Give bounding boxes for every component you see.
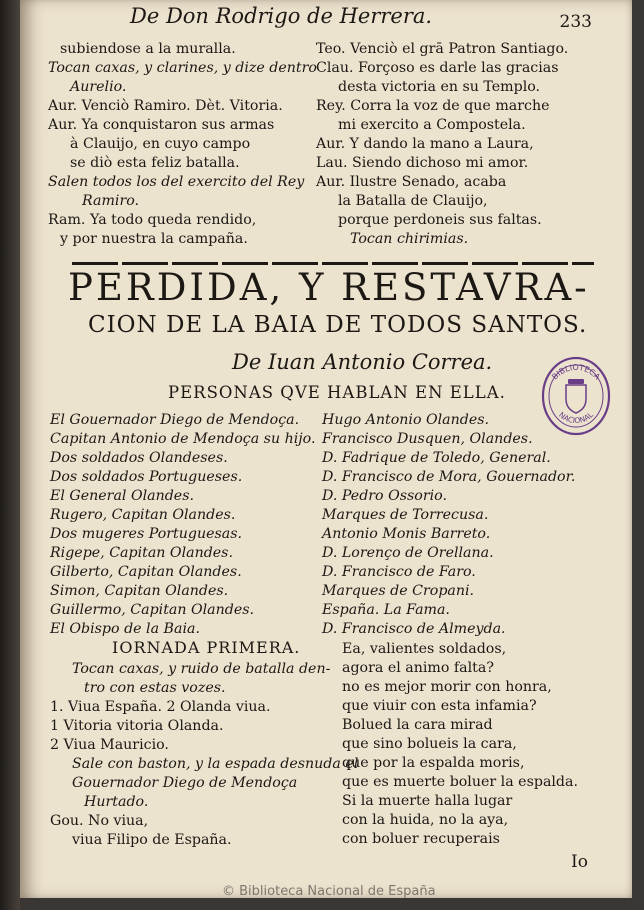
bottom-right-column [342,640,612,849]
top-right-column [316,40,606,249]
verse-line: que viuir con esta infamia? [342,698,537,714]
signature-mark: Io [571,852,588,872]
verse-line: Aur. Venciò Ramiro. Dèt. Vitoria. [48,98,283,114]
persona-entry: Marques de Torrecusa. [322,507,489,523]
persona-entry: D. Pedro Ossorio. [322,488,447,504]
persona-entry: Hugo Antonio Olandes. [322,412,490,428]
persona-entry: El Gouernador Diego de Mendoça. [50,412,300,428]
bottom-left-column [50,660,359,850]
verse-line: à Clauijo, en cuyo campo [70,136,251,152]
personas-left-list [50,411,340,639]
verse-line: Tocan caxas, y ruido de batalla den- [72,661,331,677]
verse-line: no es mejor morir con honra, [342,679,552,695]
play-title: PERDIDA, Y RESTAVRA- [68,266,590,309]
persona-entry: Capitan Antonio de Mendoça su hijo. [50,431,316,447]
verse-line: que por la espalda moris, [342,755,525,771]
verse-line: que sino bolueis la cara, [342,736,517,752]
persona-entry: Marques de Cropani. [322,583,475,599]
verse-line: Tocan caxas, y clarines, y dize dentro [48,60,317,76]
verse-line: que es muerte boluer la espalda. [342,774,578,790]
verse-line: Aur. Ya conquistaron sus armas [48,117,275,133]
book-gutter [0,0,20,910]
verse-line: Si la muerte halla lugar [342,793,513,809]
verse-line: Lau. Siendo dichoso mi amor. [316,155,529,171]
persona-entry: D. Francisco de Faro. [322,564,476,580]
persona-entry: Guillermo, Capitan Olandes. [50,602,255,618]
verse-line: con boluer recuperais [342,831,500,847]
verse-line: agora el animo falta? [342,660,494,676]
top-left-column [48,40,338,249]
verse-line: mi exercito a Compostela. [338,117,526,133]
persona-entry: D. Lorenço de Orellana. [322,545,494,561]
verse-line: 2 Viua Mauricio. [50,737,169,753]
persona-entry: Gilberto, Capitan Olandes. [50,564,242,580]
verse-line: 1 Vitoria vitoria Olanda. [50,718,224,734]
verse-line: Aurelio. [70,79,127,95]
act-heading: IORNADA PRIMERA. [112,638,301,657]
persona-entry: Francisco Dusquen, Olandes. [322,431,533,447]
persona-entry: D. Fadrique de Toledo, General. [322,450,551,466]
verse-line: 1. Viua España. 2 Olanda viua. [50,699,271,715]
verse-line: tro con estas vozes. [84,680,226,696]
persona-entry: D. Francisco de Almeyda. [322,621,506,637]
persona-entry: El Obispo de la Baia. [50,621,200,637]
verse-line: Gouernador Diego de Mendoça [72,775,298,791]
verse-line: Gou. No viua, [50,813,149,829]
section-rule [72,262,594,265]
verse-line: Rey. Corra la voz de que marche [316,98,550,114]
verse-line: Tocan chirimias. [350,231,469,247]
verse-line: Sale con baston, y la espada desnuda el [72,756,359,772]
verse-line: la Batalla de Clauijo, [338,193,488,209]
persona-entry: El General Olandes. [50,488,194,504]
persona-entry: Antonio Monis Barreto. [322,526,491,542]
verse-line: Hurtado. [84,794,149,810]
verse-line: porque perdoneis sus faltas. [338,212,542,228]
play-author: De Iuan Antonio Correa. [232,350,493,374]
book-page [20,0,632,898]
play-subtitle: CION DE LA BAIA DE TODOS SANTOS. [88,312,588,338]
verse-line: Salen todos los del exercito del Rey [48,174,305,190]
verse-line: y por nuestra la campaña. [60,231,248,247]
page-number: 233 [559,12,592,32]
verse-line: Bolued la cara mirad [342,717,493,733]
persona-entry: D. Francisco de Mora, Gouernador. [322,469,576,485]
verse-line: Aur. Ilustre Senado, acaba [316,174,507,190]
persona-entry: Rigepe, Capitan Olandes. [50,545,233,561]
verse-line: Ram. Ya todo queda rendido, [48,212,257,228]
personas-heading: PERSONAS QVE HABLAN EN ELLA. [168,383,506,402]
verse-line: Clau. Forçoso es darle las gracias [316,60,559,76]
persona-entry: Simon, Capitan Olandes. [50,583,229,599]
persona-entry: Rugero, Capitan Olandes. [50,507,236,523]
verse-line: Ramiro. [82,193,140,209]
coat-of-arms-icon [566,385,586,413]
running-header: De Don Rodrigo de Herrera. [130,4,433,28]
stamp-top-text: BIBLIOTECA [550,362,602,382]
verse-line: Ea, valientes soldados, [342,641,507,657]
crown-icon [568,379,584,384]
verse-line: se diò esta feliz batalla. [70,155,240,171]
personas-right-list [322,411,612,639]
copyright-watermark: © Biblioteca Nacional de España [222,884,436,899]
verse-line: desta victoria en su Templo. [338,79,541,95]
persona-entry: Dos soldados Portugueses. [50,469,243,485]
verse-line: con la huida, no la aya, [342,812,509,828]
verse-line: subiendose a la muralla. [60,41,236,57]
persona-entry: Dos mugeres Portuguesas. [50,526,243,542]
verse-line: Teo. Venciò el grā Patron Santiago. [316,41,569,57]
persona-entry: España. La Fama. [322,602,450,618]
persona-entry: Dos soldados Olandeses. [50,450,228,466]
verse-line: viua Filipo de España. [72,832,232,848]
verse-line: Aur. Y dando la mano a Laura, [316,136,534,152]
stamp-bottom-text: NACIONAL [557,410,595,426]
